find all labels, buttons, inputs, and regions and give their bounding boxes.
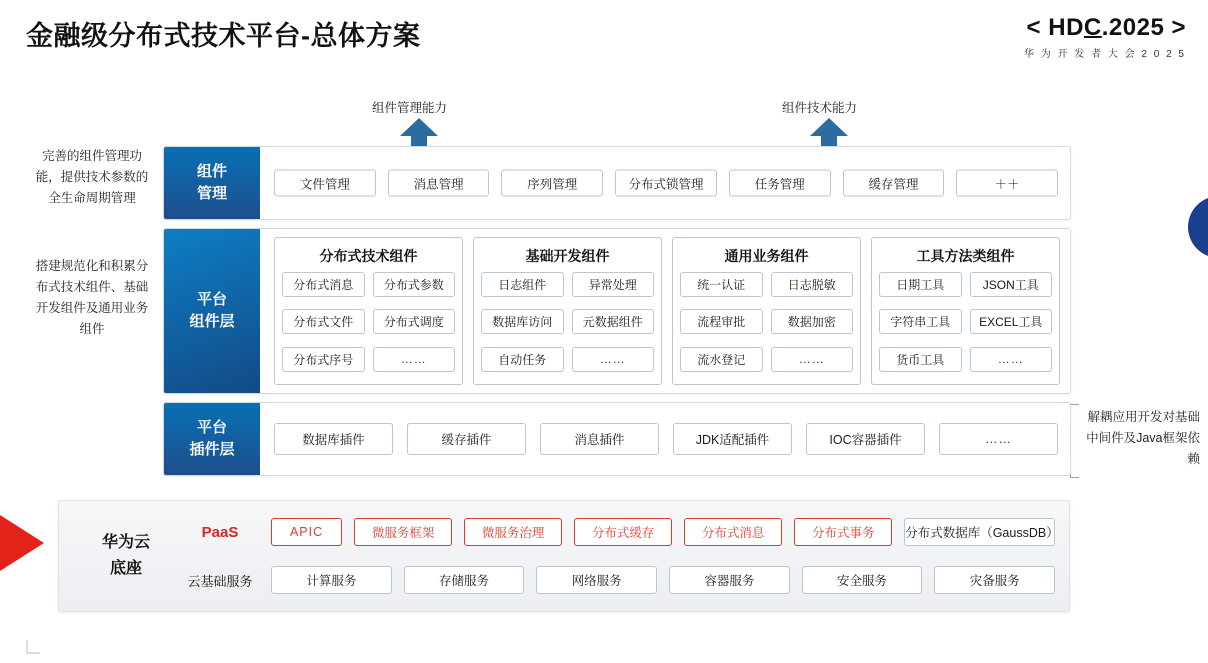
list-item[interactable]: 分布式文件 <box>282 309 365 334</box>
corner-tick-decoration <box>26 640 40 654</box>
component-management-items <box>274 170 1058 197</box>
list-item[interactable]: 消息管理 <box>388 170 490 197</box>
list-item[interactable]: 流程审批 <box>680 309 763 334</box>
band-label-platform-plugin-layer <box>164 403 260 475</box>
band-label-line2: 管理 <box>196 185 227 202</box>
side-note-plugin-decoupling: 解耦应用开发对基础中间件及Java框架依赖 <box>1086 410 1200 466</box>
list-item[interactable]: IOC容器插件 <box>806 423 925 455</box>
list-item[interactable]: 缓存管理 <box>843 170 945 197</box>
list-item[interactable]: 数据加密 <box>771 309 854 334</box>
list-item[interactable]: 日志脱敏 <box>771 272 854 297</box>
list-item[interactable]: 分布式消息 <box>282 272 365 297</box>
list-item[interactable]: 分布式锁管理 <box>615 170 717 197</box>
hdc-logo-suffix: .2025 > <box>1101 14 1186 41</box>
band-label-line1: 组件 <box>196 163 227 180</box>
group-basic-development <box>473 237 662 385</box>
list-item[interactable]: 文件管理 <box>274 170 376 197</box>
list-item[interactable]: 字符串工具 <box>879 309 962 334</box>
list-item[interactable]: …… <box>939 423 1058 455</box>
list-item[interactable]: 微服务治理 <box>464 518 562 546</box>
list-item[interactable]: 分布式调度 <box>373 309 456 334</box>
paas-label: PaaS <box>201 523 239 541</box>
list-item[interactable]: 计算服务 <box>271 566 392 594</box>
list-item[interactable]: 分布式事务 <box>794 518 892 546</box>
hdc-logo-subtitle: 华 为 开 发 者 大 会 2 0 2 5 <box>1023 49 1186 60</box>
hdc-logo-main <box>1024 14 1186 42</box>
band-label-platform-component-layer <box>164 229 260 393</box>
group-title: 通用业务组件 <box>724 248 809 264</box>
list-item[interactable]: 灾备服务 <box>934 566 1055 594</box>
list-item[interactable]: ＋＋ <box>956 170 1058 197</box>
list-item[interactable]: EXCEL工具 <box>970 309 1053 334</box>
list-item[interactable]: …… <box>373 347 456 372</box>
red-triangle-decoration <box>0 515 44 571</box>
list-item[interactable]: 容器服务 <box>669 566 790 594</box>
group-common-business <box>672 237 861 385</box>
list-item[interactable]: 流水登记 <box>680 347 763 372</box>
cloud-base-rows <box>181 513 1059 599</box>
hdc-logo <box>1024 14 1186 60</box>
group-title: 基础开发组件 <box>525 248 610 264</box>
list-item[interactable]: …… <box>572 347 655 372</box>
list-item[interactable]: 分布式消息 <box>684 518 782 546</box>
side-note-component-management: 完善的组件管理功能，提供技术参数的全生命周期管理 <box>35 149 149 205</box>
callout-label-component-management: 组件管理能力 <box>372 101 448 115</box>
list-item[interactable]: …… <box>771 347 854 372</box>
group-items <box>879 272 1052 378</box>
list-item[interactable]: 日志组件 <box>481 272 564 297</box>
band-platform-plugin-layer <box>163 402 1071 476</box>
list-item[interactable]: 缓存插件 <box>407 423 526 455</box>
list-item[interactable]: 分布式数据库（GaussDB） <box>904 518 1055 546</box>
band-label-line1: 平台 <box>196 291 227 308</box>
group-items <box>282 272 455 378</box>
cloud-base-title-line1: 华为云 <box>101 534 150 551</box>
list-item[interactable]: 自动任务 <box>481 347 564 372</box>
right-brace <box>1070 404 1079 478</box>
list-item[interactable]: APIC <box>271 518 342 546</box>
callout-label-component-technology: 组件技术能力 <box>782 101 858 115</box>
platform-plugin-items <box>274 423 1058 455</box>
infra-label: 云基础服务 <box>187 573 253 589</box>
group-title: 分布式技术组件 <box>319 248 418 264</box>
list-item[interactable]: 任务管理 <box>729 170 831 197</box>
list-item[interactable]: 微服务框架 <box>354 518 452 546</box>
list-item[interactable]: …… <box>970 347 1053 372</box>
list-item[interactable]: 分布式参数 <box>373 272 456 297</box>
list-item[interactable]: 消息插件 <box>540 423 659 455</box>
platform-component-groups <box>274 237 1060 385</box>
band-label-line2: 插件层 <box>189 441 235 458</box>
band-label-line1: 平台 <box>196 419 227 436</box>
band-component-management <box>163 146 1071 220</box>
hdc-logo-underlined: C <box>1083 14 1102 41</box>
cloud-base-title <box>83 530 169 582</box>
list-item[interactable]: 日期工具 <box>879 272 962 297</box>
hdc-logo-prefix: < HD <box>1026 14 1084 41</box>
side-note-platform-component: 搭建规范化和积累分布式技术组件、基础开发组件及通用业务组件 <box>35 259 149 336</box>
band-label-line2: 组件层 <box>189 313 235 330</box>
list-item[interactable]: 货币工具 <box>879 347 962 372</box>
group-items <box>481 272 654 378</box>
band-platform-component-layer <box>163 228 1071 394</box>
list-item[interactable]: 数据库插件 <box>274 423 393 455</box>
cloud-base-panel <box>58 500 1070 612</box>
list-item[interactable]: 分布式缓存 <box>574 518 672 546</box>
group-distributed-tech <box>274 237 463 385</box>
list-item[interactable]: 数据库访问 <box>481 309 564 334</box>
list-item[interactable]: 统一认证 <box>680 272 763 297</box>
blue-arc-decoration <box>1188 196 1208 258</box>
list-item[interactable]: 存储服务 <box>404 566 525 594</box>
list-item[interactable]: 序列管理 <box>501 170 603 197</box>
group-items <box>680 272 853 378</box>
list-item[interactable]: 安全服务 <box>802 566 923 594</box>
group-utility-methods <box>871 237 1060 385</box>
list-item[interactable]: JDK适配插件 <box>673 423 792 455</box>
page-title: 金融级分布式技术平台-总体方案 <box>26 21 421 51</box>
cloud-base-title-line2: 底座 <box>109 560 142 577</box>
band-label-component-management <box>164 147 260 219</box>
list-item[interactable]: 分布式序号 <box>282 347 365 372</box>
paas-row <box>181 513 1059 551</box>
group-title: 工具方法类组件 <box>916 248 1015 264</box>
list-item[interactable]: 异常处理 <box>572 272 655 297</box>
list-item[interactable]: JSON工具 <box>970 272 1053 297</box>
list-item[interactable]: 元数据组件 <box>572 309 655 334</box>
list-item[interactable]: 网络服务 <box>536 566 657 594</box>
infra-row <box>181 561 1055 599</box>
